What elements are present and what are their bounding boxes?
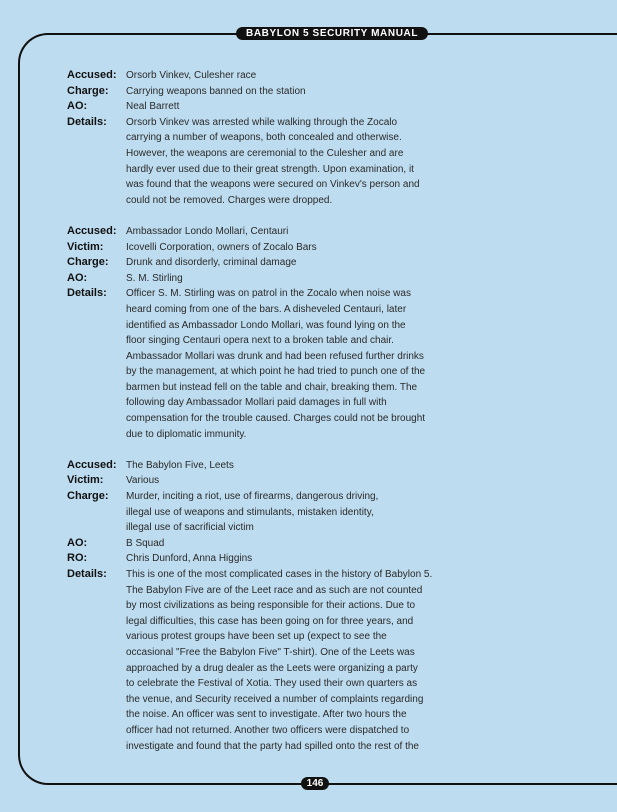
ao-label: AO: (67, 271, 88, 284)
details-line: floor singing Centauri opera next to a broken table and chair. (126, 335, 394, 347)
details-label: Details: (67, 568, 107, 580)
details-line: due to diplomatic immunity. (126, 428, 247, 440)
details-line: The Babylon Five are of the Leet race and as such are not counted (126, 584, 423, 596)
accused-value: Orsorb Vinkev, Culesher race (126, 70, 257, 81)
details-line: Orsorb Vinkev was arrested while walking through the Zocalo (126, 116, 398, 128)
charge-label: Charge: (67, 256, 109, 269)
details-text (126, 286, 447, 442)
manual-title: BABYLON 5 SECURITY MANUAL (236, 27, 428, 40)
page-number: 146 (301, 777, 329, 790)
details-row (67, 567, 447, 754)
ao-row (67, 536, 447, 552)
ao-value: Neal Barrett (126, 101, 180, 113)
details-row (67, 115, 447, 209)
victim-label: Victim: (67, 240, 104, 253)
details-line: hardly ever used due to their great strength. Upon examination, it (126, 163, 414, 175)
ro-label: RO: (67, 552, 88, 565)
details-line: was found that the weapons were secured on Vinkev's person and (126, 179, 420, 191)
details-line: investigate and found that the party had spilled onto the rest of the (126, 740, 419, 752)
ao-label: AO: (67, 536, 88, 549)
accused-label: Accused: (67, 224, 117, 237)
victim-value: Icovelli Corporation, owners of Zocalo Bars (126, 241, 317, 253)
details-line: However, the weapons are ceremonial to the Culesher and are (126, 147, 404, 159)
ao-row (67, 271, 447, 287)
charge-label: Charge: (67, 84, 109, 97)
details-line: by the management, at which point he had tried to punch one of the (126, 366, 426, 378)
ao-value: B Squad (126, 537, 165, 549)
details-label: Details: (67, 287, 107, 300)
ro-row (67, 551, 447, 567)
details-row (67, 286, 447, 442)
accused-label: Accused: (67, 458, 117, 471)
details-line: heard coming from one of the bars. A disheveled Centauri, later (126, 303, 407, 315)
accused-value: Ambassador Londo Mollari, Centauri (126, 225, 289, 237)
details-line: approached by a drug dealer as the Leets were organizing a party (126, 662, 418, 674)
details-line: to celebrate the Festival of Xotia. They used their own quarters as (126, 678, 418, 690)
details-line: various protest groups have been set up (expect to see the (126, 631, 387, 643)
ao-value: S. M. Stirling (126, 272, 183, 284)
charge-row (67, 84, 447, 100)
accused-value: The Babylon Five, Leets (126, 459, 234, 471)
details-line: legal difficulties, this case has been going on for three years, and (126, 615, 414, 627)
charge-line: illegal use of sacrificial victim (126, 522, 254, 534)
details-line: barmen but instead fell on the table and chair, breaking them. The (126, 381, 418, 393)
case-entry (67, 68, 447, 208)
details-line: occasional "Free the Babylon Five" T-shirt). One of the Leets was (126, 646, 415, 658)
details-line: carrying a number of weapons, both concealed and otherwise. (126, 132, 402, 144)
charge-line: Murder, inciting a riot, use of firearms, dangerous driving, (126, 491, 379, 503)
case-entry (67, 458, 447, 754)
details-text (126, 115, 447, 209)
charge-value (126, 489, 447, 536)
charge-row (67, 489, 447, 536)
accused-row (67, 224, 447, 240)
details-line: Officer S. M. Stirling was on patrol in the Zocalo when noise was (126, 288, 411, 300)
details-line: compensation for the trouble caused. Charges could not be brought (126, 413, 426, 425)
victim-row (67, 473, 447, 489)
charge-row (67, 255, 447, 271)
details-line: by most civilizations as being responsible for their actions. Due to (126, 600, 416, 612)
charge-line: illegal use of weapons and stimulants, mistaken identity, (126, 506, 374, 518)
victim-value: Various (126, 475, 160, 487)
ao-row (67, 99, 447, 115)
victim-row (67, 240, 447, 256)
accused-row (67, 458, 447, 474)
case-log (67, 68, 447, 770)
details-text (126, 567, 447, 754)
charge-label: Charge: (67, 490, 109, 503)
details-label: Details: (67, 115, 107, 128)
case-entry (67, 224, 447, 442)
details-line: could not be removed. Charges were dropped. (126, 194, 333, 206)
charge-value: Drunk and disorderly, criminal damage (126, 257, 297, 269)
details-line: following day Ambassador Mollari paid damages in full with (126, 397, 387, 409)
details-line: This is one of the most complicated cases in the history of Babylon 5. (126, 569, 433, 580)
details-line: identified as Ambassador Londo Mollari, was found lying on the (126, 319, 406, 331)
details-line: the noise. An officer was sent to investigate. After two hours the (126, 709, 407, 721)
details-line: the venue, and Security received a number of complaints regarding (126, 693, 424, 705)
accused-row (67, 68, 447, 84)
details-line: officer had not returned. Another two officers were dispatched to (126, 724, 410, 736)
victim-label: Victim: (67, 474, 104, 487)
details-line: Ambassador Mollari was drunk and had been refused further drinks (126, 350, 424, 362)
accused-label: Accused: (67, 69, 117, 81)
ao-label: AO: (67, 100, 88, 113)
charge-value: Carrying weapons banned on the station (126, 85, 306, 97)
ro-value: Chris Dunford, Anna Higgins (126, 553, 253, 565)
